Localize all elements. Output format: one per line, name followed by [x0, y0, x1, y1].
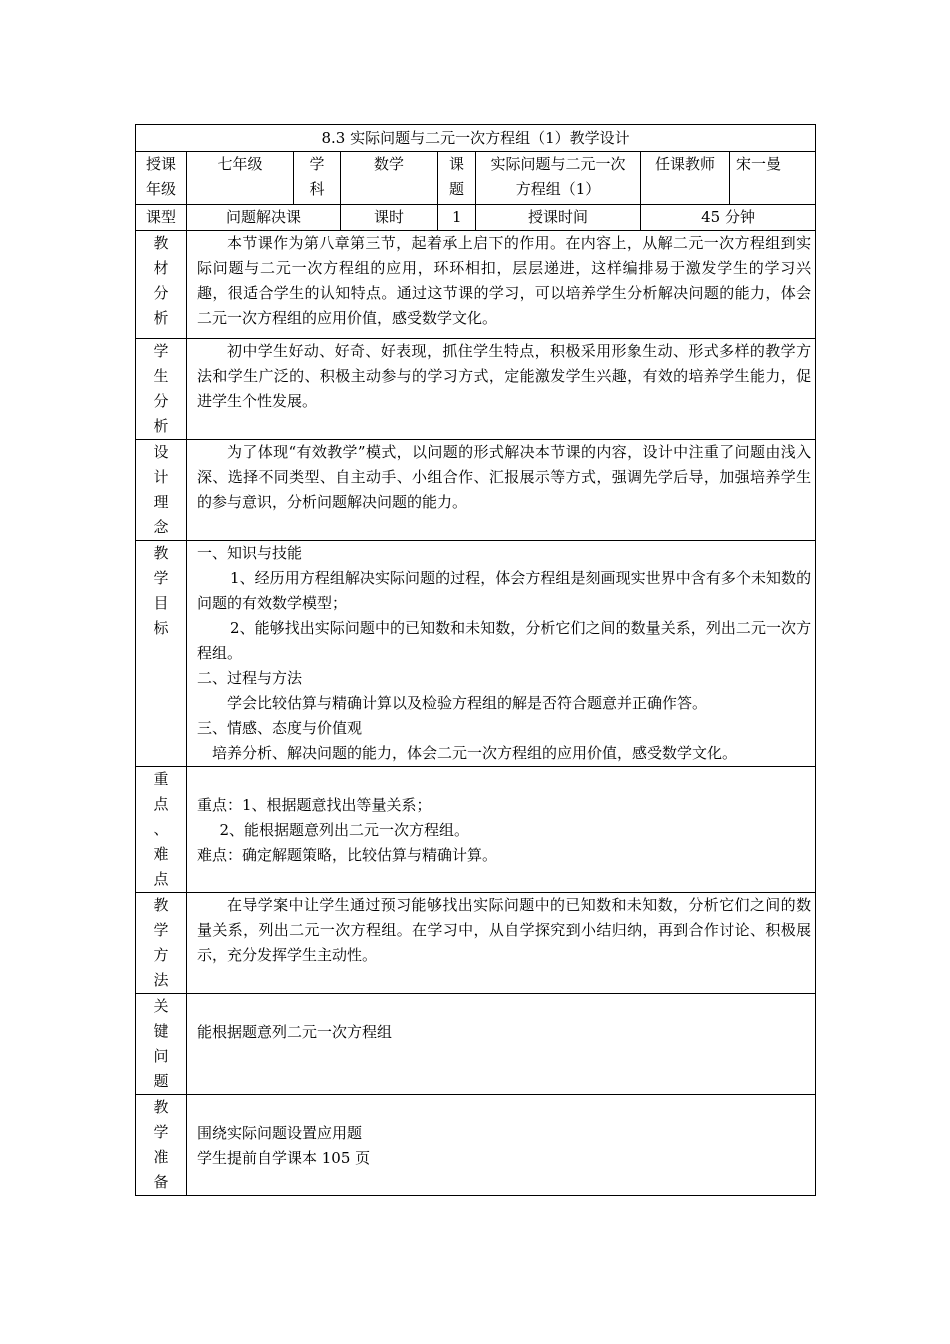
design-concept-text: 为了体现“有效教学”模式，以问题的形式解决本节课的内容，设计中注重了问题由浅入深、选择不同类型、自主动手、小组合作、汇报展示等方式，强调先学后导，加强培养学生的参与意识，分析问题解决问题的能力。	[187, 440, 816, 541]
preparation-text	[187, 1095, 816, 1196]
goal-item-3: 学会比较估算与精确计算以及检验方程组的解是否符合题意并正确作答。	[227, 694, 708, 712]
student-analysis-label: 学 生 分 析	[136, 339, 187, 440]
design-concept-label: 设 计 理 念	[136, 440, 187, 541]
hours-value: 1	[438, 205, 476, 231]
key-question-label: 关 键 问 题	[136, 994, 187, 1095]
difficult-point: 难点：确定解题策略，比较估算与精确计算。	[197, 846, 498, 864]
key-question-text: 能根据题意列二元一次方程组	[187, 994, 816, 1095]
key-difficult-text	[187, 767, 816, 893]
preparation-label: 教 学 准 备	[136, 1095, 187, 1196]
time-label: 授课时间	[476, 205, 641, 231]
key-difficult-label: 重 点 、 难 点	[136, 767, 187, 893]
goal-heading-3: 三、情感、态度与价值观	[197, 719, 363, 737]
teaching-goals-text	[187, 541, 816, 767]
teaching-method-text: 在导学案中让学生通过预习能够找出实际问题中的已知数和未知数，分析它们之间的数量关系，列出二元一次方程组。在学习中，从自学探究到小结归纳，再到合作讨论、积极展示，充分发挥学生主动性。	[187, 893, 816, 994]
teacher-value: 宋一曼	[730, 152, 816, 205]
subject-label: 学科	[294, 152, 341, 205]
preparation-item-1: 围绕实际问题设置应用题	[197, 1124, 363, 1142]
hours-label: 课时	[341, 205, 438, 231]
lesson-plan-table	[135, 124, 816, 1196]
grade-value: 七年级	[187, 152, 294, 205]
goal-item-1: 1、经历用方程组解决实际问题的过程，体会方程组是刻画现实世界中含有多个未知数的问题的有效数学模型；	[197, 569, 812, 612]
grade-label: 授课年级	[136, 152, 187, 205]
material-analysis-text: 本节课作为第八章第三节，起着承上启下的作用。在内容上，从解二元一次方程组到实际问题与二元一次方程组的应用，环环相扣，层层递进，这样编排易于激发学生的学习兴趣，很适合学生的认知特点。通过这节课的学习，可以培养学生分析解决问题的能力，体会二元一次方程组的应用价值，感受数学文化。	[187, 231, 816, 339]
teaching-goals-label: 教 学 目 标	[136, 541, 187, 767]
page-title: 8.3 实际问题与二元一次方程组（1）教学设计	[136, 125, 816, 152]
material-analysis-label: 教 材 分 析	[136, 231, 187, 339]
goal-heading-1: 一、知识与技能	[197, 544, 303, 562]
student-analysis-text: 初中学生好动、好奇、好表现，抓住学生特点，积极采用形象生动、形式多样的教学方法和学生广泛的、积极主动参与的学习方式，定能激发学生兴趣，有效的培养学生能力，促进学生个性发展。	[187, 339, 816, 440]
type-label: 课型	[136, 205, 187, 231]
time-value: 45 分钟	[641, 205, 816, 231]
teacher-label: 任课教师	[641, 152, 730, 205]
goal-item-2: 2、能够找出实际问题中的已知数和未知数，分析它们之间的数量关系，列出二元一次方程组。	[197, 619, 812, 662]
topic-label: 课题	[438, 152, 476, 205]
topic-value: 实际问题与二元一次方程组（1）	[476, 152, 641, 205]
subject-value: 数学	[341, 152, 438, 205]
goal-item-4: 培养分析、解决问题的能力，体会二元一次方程组的应用价值，感受数学文化。	[212, 744, 738, 762]
type-value: 问题解决课	[187, 205, 341, 231]
preparation-item-2: 学生提前自学课本 105 页	[197, 1149, 371, 1167]
key-point-1: 重点：1、根据题意找出等量关系；	[197, 796, 432, 814]
key-point-2: 2、能根据题意列出二元一次方程组。	[219, 821, 470, 839]
goal-heading-2: 二、过程与方法	[197, 669, 303, 687]
teaching-method-label: 教 学 方 法	[136, 893, 187, 994]
